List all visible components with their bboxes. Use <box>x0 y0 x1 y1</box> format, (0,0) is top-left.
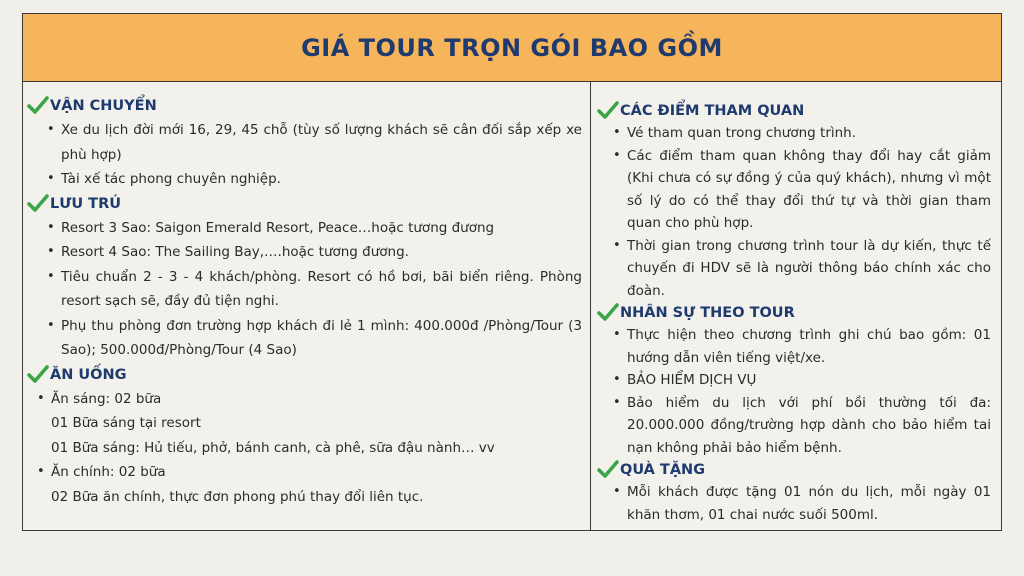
list-item: • Resort 4 Sao: The Sailing Bay,….hoặc tương đương. <box>27 240 582 265</box>
table-header <box>23 14 1001 82</box>
section-staff-title <box>597 302 991 324</box>
list-item: • Ăn sáng: 02 bữa <box>27 387 582 412</box>
section-title-text: CÁC ĐIỂM THAM QUAN <box>620 103 805 119</box>
list-item: • Resort 3 Sao: Saigon Emerald Resort, Peace…hoặc tương đương <box>27 216 582 241</box>
food-list <box>27 387 582 412</box>
list-item: • Các điểm tham quan không thay đổi hay cắt giảm (Khi chưa có sự đồng ý của quý khách), nhưng vì một số lý do có thể thay đổi thứ tự và thời gian tham quan cho phù hợp. <box>597 145 991 235</box>
list-item: • Xe du lịch đời mới 16, 29, 45 chỗ (tùy số lượng khách sẽ cân đối sắp xếp xe phù hợp) <box>27 118 582 167</box>
check-icon <box>27 194 49 214</box>
section-food-title <box>27 363 582 387</box>
sights-list <box>597 122 991 302</box>
list-item: • Tài xế tác phong chuyên nghiệp. <box>27 167 582 192</box>
staff-list <box>597 324 991 459</box>
list-item: • Bảo hiểm du lịch với phí bồi thường tối đa: 20.000.000 đồng/trường hợp dành cho bảo hiểm tai nạn không phải bảo hiểm bệnh. <box>597 392 991 460</box>
section-title-text: VẬN CHUYỂN <box>50 98 157 114</box>
section-stay-title <box>27 192 582 216</box>
right-column <box>591 82 1001 530</box>
list-item: • Vé tham quan trong chương trình. <box>597 122 991 145</box>
page-title: GIÁ TOUR TRỌN GÓI BAO GỒM <box>301 33 723 62</box>
section-transport-title <box>27 94 582 118</box>
list-item: • Thời gian trong chương trình tour là dự kiến, thực tế chuyến đi HDV sẽ là người thông báo chính xác cho đoàn. <box>597 235 991 303</box>
section-gifts-title <box>597 459 991 481</box>
section-title-text: LƯU TRÚ <box>50 195 122 212</box>
section-title-text: QUÀ TẶNG <box>620 462 706 478</box>
check-icon <box>597 460 619 480</box>
food-list-main <box>27 460 582 485</box>
list-item: • Mỗi khách được tặng 01 nón du lịch, mỗi ngày 01 khăn thơm, 01 chai nước suối 500ml. <box>597 481 991 526</box>
list-item: • BẢO HIỂM DỊCH VỤ <box>597 369 991 392</box>
table-body <box>23 82 1001 530</box>
left-column <box>23 82 591 530</box>
list-item: • Thực hiện theo chương trình ghi chú bao gồm: 01 hướng dẫn viên tiếng việt/xe. <box>597 324 991 369</box>
list-item: • Ăn chính: 02 bữa <box>27 460 582 485</box>
food-line: 01 Bữa sáng: Hủ tiếu, phở, bánh canh, cà phê, sữa đậu nành… vv <box>51 439 495 456</box>
transport-list <box>27 118 582 192</box>
check-icon <box>597 303 619 323</box>
food-line: 02 Bữa ăn chính, thực đơn phong phú thay đổi liên tục. <box>51 488 424 505</box>
stay-list <box>27 216 582 363</box>
list-item: • Phụ thu phòng đơn trường hợp khách đi lẻ 1 mình: 400.000đ /Phòng/Tour (3 Sao); 500.000đ/Phòng/Tour (4 Sao) <box>27 314 582 363</box>
check-icon <box>27 96 49 116</box>
section-sights-title <box>597 100 991 122</box>
section-title-text: NHÂN SỰ THEO TOUR <box>620 305 795 321</box>
list-item: • Tiêu chuẩn 2 - 3 - 4 khách/phòng. Resort có hồ bơi, bãi biển riêng. Phòng resort sạch sẽ, đầy đủ tiện nghi. <box>27 265 582 314</box>
food-line: 01 Bữa sáng tại resort <box>51 415 201 431</box>
gifts-list <box>597 481 991 526</box>
check-icon <box>597 101 619 121</box>
section-title-text: ĂN UỐNG <box>50 366 127 383</box>
pricing-table <box>22 13 1002 531</box>
check-icon <box>27 365 49 385</box>
